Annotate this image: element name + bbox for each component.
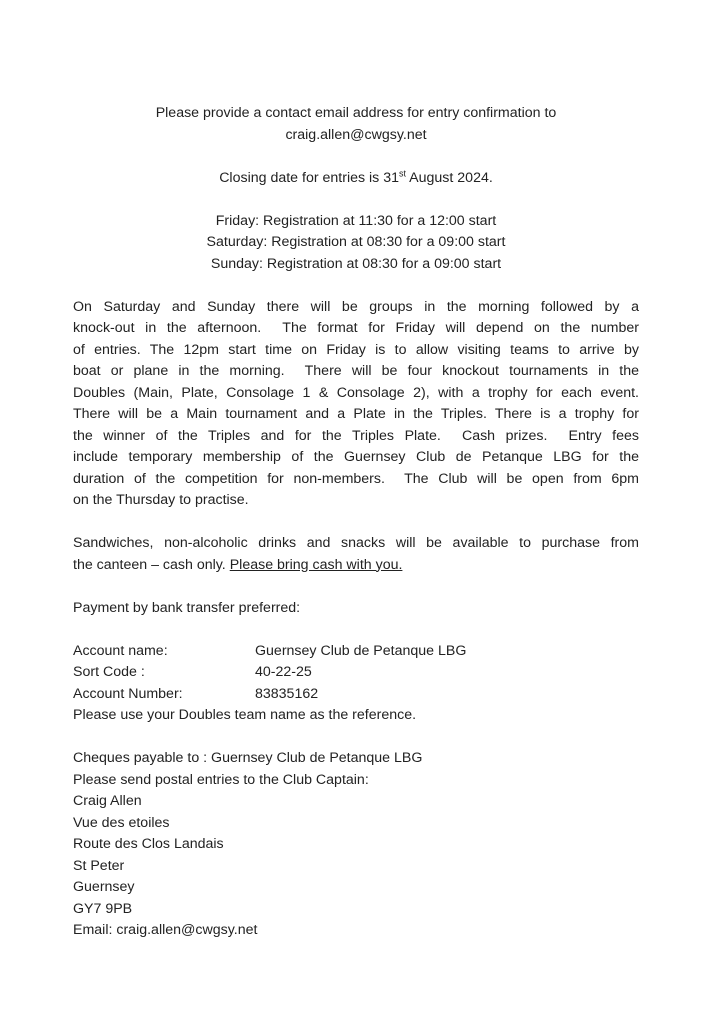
- address-line: Route des Clos Landais: [73, 836, 224, 852]
- paragraph-line: There will be a Main tournament and a Plate in the Triples. There is a trophy for: [73, 406, 639, 422]
- address-line: Craig Allen: [73, 793, 142, 809]
- event-description-justified-lines: [73, 297, 639, 491]
- registration-line: Friday: Registration at 11:30 for a 12:00 start: [215, 212, 497, 229]
- payment-reference-note: Please use your Doubles team name as the reference.: [73, 707, 417, 723]
- registration-times: [73, 211, 639, 276]
- account-number-row: [73, 684, 639, 706]
- registration-line: Saturday: Registration at 08:30 for a 09:00 start: [206, 234, 506, 250]
- address-line: Guernsey: [73, 879, 135, 895]
- postal-entries-line: Please send postal entries to the Club Captain:: [73, 771, 369, 788]
- cheques-payable-line: Cheques payable to : Guernsey Club de Petanque LBG: [73, 750, 423, 766]
- paragraph-line: On Saturday and Sunday there will be groups in the morning followed by a: [73, 298, 639, 315]
- contact-instruction-line: Please provide a contact email address for entry confirmation to: [155, 105, 557, 121]
- spacer: [73, 727, 639, 749]
- account-number-value: 83835162: [255, 685, 319, 702]
- payment-intro-line: Payment by bank transfer preferred:: [73, 599, 301, 616]
- sort-code-row: [73, 662, 639, 684]
- spacer: [73, 512, 639, 534]
- address-line: St Peter: [73, 857, 125, 874]
- spacer: [73, 619, 639, 641]
- canteen-line-2-prefix: the canteen – cash only.: [73, 556, 230, 573]
- registration-line: Sunday: Registration at 08:30 for a 09:00 start: [210, 255, 502, 272]
- canteen-paragraph: [73, 533, 639, 576]
- address-line: Vue des etoiles: [73, 814, 170, 831]
- paragraph-last-line: on the Thursday to practise.: [73, 492, 249, 508]
- paragraph-line: duration of the competition for non-members. The Club will be open from 6pm: [73, 470, 639, 487]
- spacer: [73, 576, 639, 598]
- header-section: [73, 103, 639, 275]
- captain-email-line: Email: craig.allen@cwgsy.net: [73, 922, 258, 938]
- postal-address: [73, 791, 639, 920]
- closing-date-suffix: August 2024.: [406, 169, 493, 186]
- closing-date-line: [73, 168, 639, 190]
- account-name-label: Account name:: [73, 642, 168, 659]
- contact-email: craig.allen@cwgsy.net: [285, 126, 427, 143]
- spacer: [73, 275, 639, 297]
- closing-date-ordinal: st: [399, 167, 407, 178]
- address-line: GY7 9PB: [73, 900, 133, 917]
- event-description-paragraph: [73, 297, 639, 512]
- canteen-line-1: Sandwiches, non-alcoholic drinks and snacks will be available to purchase from: [73, 535, 639, 551]
- paragraph-line: boat or plane in the morning. There will be four knockout tournaments in the: [73, 363, 639, 379]
- canteen-line-2: [73, 555, 639, 577]
- paragraph-line: of entries. The 12pm start time on Friday is to allow visiting teams to arrive by: [73, 341, 639, 358]
- sort-code-value: 40-22-25: [255, 664, 312, 680]
- postal-section: [73, 748, 639, 942]
- paragraph-line: the winner of the Triples and for the Triples Plate. Cash prizes. Entry fees: [73, 427, 639, 444]
- account-name-row: [73, 641, 639, 663]
- spacer: [73, 189, 639, 211]
- account-name-value: Guernsey Club de Petanque LBG: [255, 642, 467, 659]
- account-number-label: Account Number:: [73, 685, 183, 702]
- payment-section: [73, 598, 639, 727]
- bring-cash-underlined-note: Please bring cash with you.: [229, 556, 403, 573]
- sort-code-label: Sort Code :: [73, 664, 145, 680]
- paragraph-line: knock-out in the afternoon. The format for Friday will depend on the number: [73, 320, 639, 336]
- paragraph-line: Doubles (Main, Plate, Consolage 1 & Consolage 2), with a trophy for each event.: [73, 384, 639, 401]
- spacer: [73, 146, 639, 168]
- closing-date-prefix: Closing date for entries is 31: [219, 169, 399, 186]
- paragraph-line: include temporary membership of the Guernsey Club de Petanque LBG for the: [73, 449, 639, 465]
